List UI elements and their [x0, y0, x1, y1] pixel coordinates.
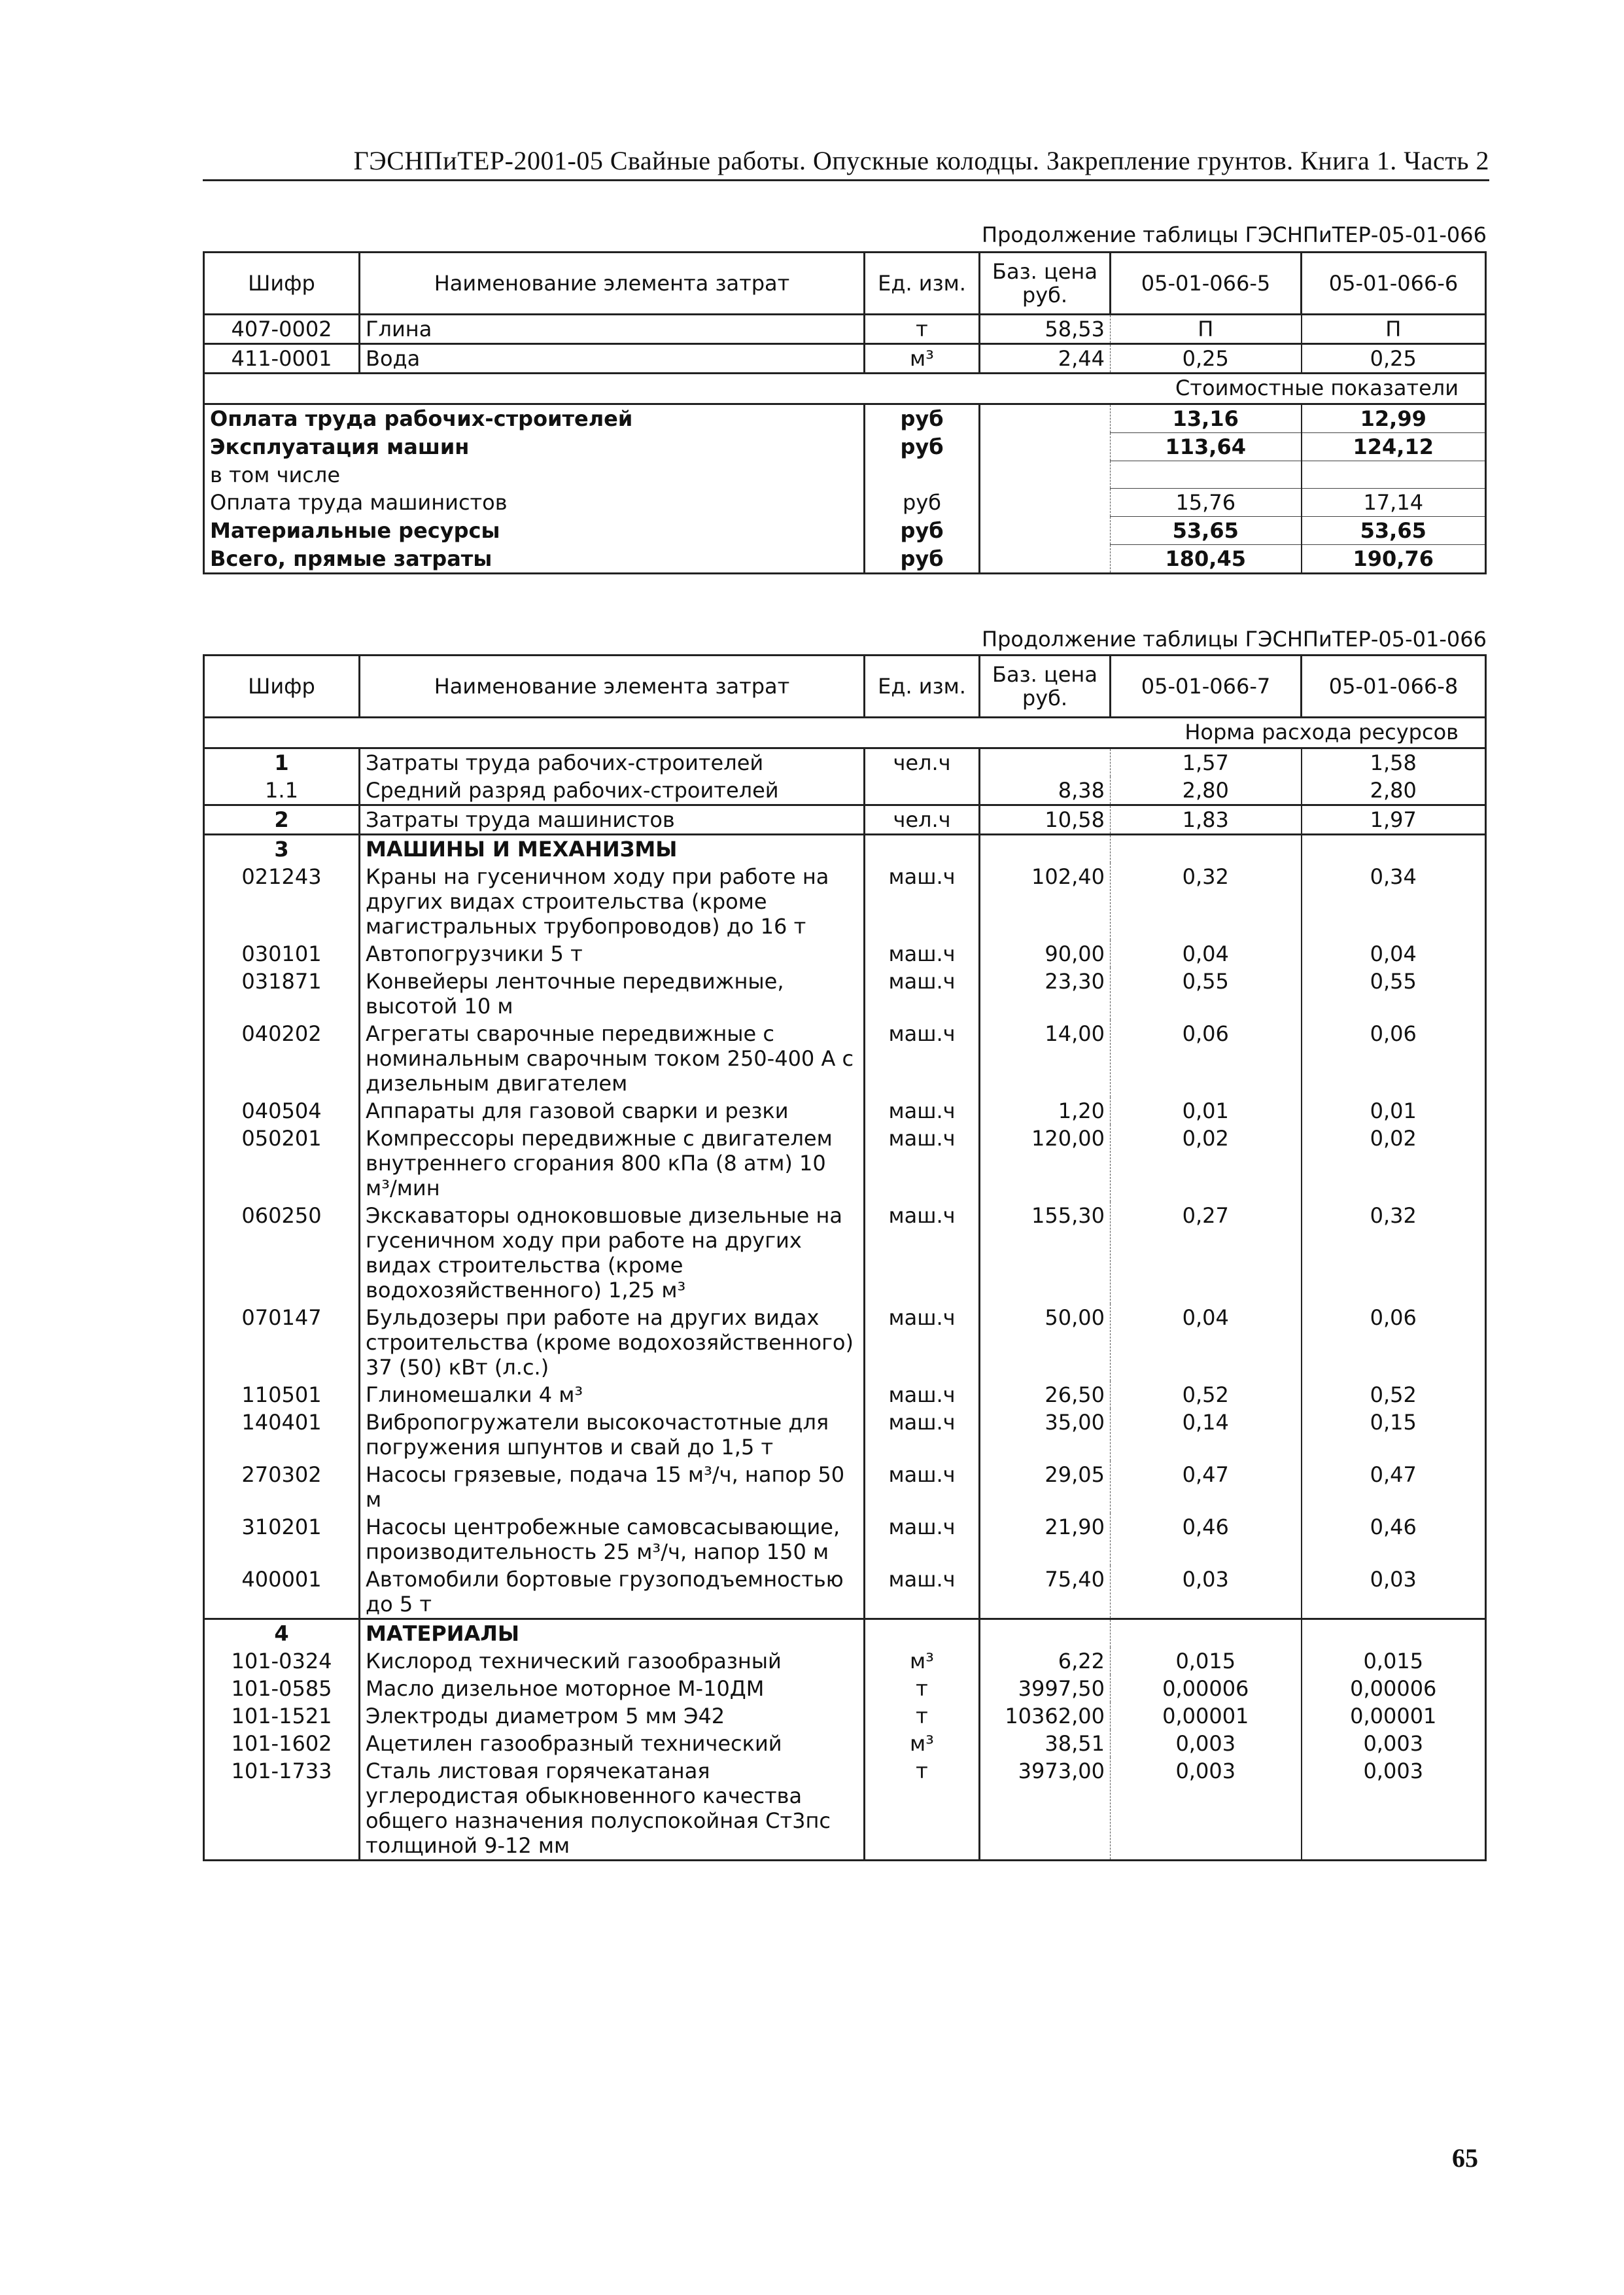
- summary-unit: руб: [865, 489, 980, 517]
- cell-price: 3997,50: [980, 1675, 1111, 1702]
- cell-name: Экскаваторы одноковшовые дизельные на гусеничном ходу при работе на других видах строительства (кроме водохозяйственного) 1,25 м³: [360, 1202, 865, 1304]
- cell-price: 35,00: [980, 1409, 1111, 1461]
- cell-name: Электроды диаметром 5 мм Э42: [360, 1702, 865, 1730]
- cell-unit: м³: [865, 1647, 980, 1675]
- section-band: [204, 718, 1486, 748]
- cell-unit: маш.ч: [865, 1513, 980, 1566]
- cell-unit: маш.ч: [865, 1097, 980, 1125]
- cell-value-1: 0,32: [1182, 864, 1229, 889]
- table-row: [204, 1409, 1486, 1461]
- cell-name: Автомобили бортовые грузоподъемностью до 5 т: [360, 1566, 865, 1619]
- summary-name: Оплата труда машинистов: [204, 489, 865, 517]
- cell-code: 140401: [204, 1409, 360, 1461]
- cell-price: 26,50: [980, 1381, 1111, 1409]
- cell-value-2: 0,34: [1302, 863, 1486, 940]
- col-norm-6: 05-01-066-6: [1302, 253, 1486, 315]
- summary-value-1: 15,76: [1111, 489, 1302, 517]
- summary-unit: руб: [865, 545, 980, 574]
- cell-value-1: 0,02: [1182, 1126, 1229, 1151]
- cell-code: 101-1521: [204, 1702, 360, 1730]
- cell-price: 50,00: [980, 1304, 1111, 1381]
- col-unit: Ед. изм.: [865, 656, 980, 718]
- header-rule: [203, 179, 1489, 181]
- cell-unit: т: [865, 1757, 980, 1861]
- cell-value-2: 1,58: [1302, 748, 1486, 777]
- cell-value-2: [1302, 1619, 1486, 1648]
- cell-name: Насосы центробежные самовсасывающие, производительность 25 м³/ч, напор 150 м: [360, 1513, 865, 1566]
- cell-price: 38,51: [980, 1730, 1111, 1757]
- table-row: [204, 1304, 1486, 1381]
- table-row: [204, 1730, 1486, 1757]
- cell-unit: т: [865, 315, 980, 344]
- cell-value-2: П: [1302, 315, 1486, 344]
- cell-value-1: 0,04: [1182, 941, 1229, 966]
- cell-value-2: 0,47: [1302, 1461, 1486, 1513]
- table-row: [204, 1757, 1486, 1861]
- cell-value-2: 0,15: [1302, 1409, 1486, 1461]
- table-row: [204, 863, 1486, 940]
- cell-value-2: 0,46: [1302, 1513, 1486, 1566]
- cell-value-1: 0,04: [1182, 1305, 1229, 1330]
- cell-code: 030101: [204, 940, 360, 968]
- col-norm-5: 05-01-066-5: [1111, 253, 1302, 315]
- cell-value-1: 2,80: [1182, 778, 1229, 803]
- cell-price: 120,00: [980, 1125, 1111, 1202]
- cell-name: Кислород технический газообразный: [360, 1647, 865, 1675]
- cell-unit: т: [865, 1702, 980, 1730]
- cell-unit: маш.ч: [865, 940, 980, 968]
- cell-value-1: 0,00001: [1162, 1704, 1249, 1728]
- summary-row: [204, 433, 1486, 461]
- col-price: Баз. цена руб.: [980, 253, 1111, 315]
- table-row: [204, 1513, 1486, 1566]
- table-row: [204, 748, 1486, 777]
- cell-value-2: 0,06: [1302, 1304, 1486, 1381]
- cell-name: МАШИНЫ И МЕХАНИЗМЫ: [360, 835, 865, 864]
- cell-code: 031871: [204, 968, 360, 1020]
- cell-price: 10362,00: [980, 1702, 1111, 1730]
- cell-price: 6,22: [980, 1647, 1111, 1675]
- summary-row: [204, 404, 1486, 433]
- cell-value-1: 0,003: [1175, 1731, 1236, 1756]
- cell-value-1: 0,015: [1175, 1649, 1236, 1673]
- cell-name: Вибропогружатели высокочастотные для погружения шпунтов и свай до 1,5 т: [360, 1409, 865, 1461]
- cell-code: 407-0002: [204, 315, 360, 344]
- cell-value-2: 0,32: [1302, 1202, 1486, 1304]
- cell-unit: маш.ч: [865, 1381, 980, 1409]
- cell-value-2: 0,02: [1302, 1125, 1486, 1202]
- table-resources-05-01-066-7-8: [203, 654, 1487, 1861]
- cell-name: Бульдозеры при работе на других видах строительства (кроме водохозяйственного) 37 (50) кВт (л.с.): [360, 1304, 865, 1381]
- cell-value-2: 0,015: [1302, 1647, 1486, 1675]
- cell-value-2: 0,00006: [1302, 1675, 1486, 1702]
- cell-name: Насосы грязевые, подача 15 м³/ч, напор 50 м: [360, 1461, 865, 1513]
- summary-price-empty: [980, 404, 1111, 433]
- cell-value-2: 0,55: [1302, 968, 1486, 1020]
- cell-unit: чел.ч: [865, 748, 980, 777]
- table-row: [204, 805, 1486, 835]
- band-cost-indicators: Стоимостные показатели: [204, 374, 1486, 404]
- cell-price: [980, 748, 1111, 777]
- col-code: Шифр: [204, 656, 360, 718]
- cell-unit: маш.ч: [865, 1461, 980, 1513]
- summary-value-2: 190,76: [1302, 545, 1486, 574]
- cell-price: 29,05: [980, 1461, 1111, 1513]
- cell-value-2: 2,80: [1302, 777, 1486, 805]
- running-header: ГЭСНПиТЕР-2001-05 Свайные работы. Опускные колодцы. Закрепление грунтов. Книга 1. Часть 2: [353, 146, 1489, 175]
- table-row: [204, 835, 1486, 864]
- cell-name: Сталь листовая горячекатаная углеродистая обыкновенного качества общего назначения полуспокойная Ст3пс толщиной 9-12 мм: [360, 1757, 865, 1861]
- table1-header-row: [204, 253, 1486, 315]
- cell-price: 58,53: [980, 315, 1111, 344]
- cell-code: 411-0001: [204, 344, 360, 374]
- summary-unit: руб: [865, 433, 980, 461]
- cell-code: 101-1733: [204, 1757, 360, 1861]
- cell-value-2: 0,03: [1302, 1566, 1486, 1619]
- table-row: [204, 1125, 1486, 1202]
- cell-price: 90,00: [980, 940, 1111, 968]
- cell-price: 10,58: [980, 805, 1111, 835]
- cell-price: 102,40: [980, 863, 1111, 940]
- summary-price-empty: [980, 433, 1111, 461]
- cell-value-1: [1111, 835, 1302, 864]
- cell-unit: маш.ч: [865, 1304, 980, 1381]
- summary-value-1: [1111, 461, 1302, 489]
- summary-value-1: 53,65: [1111, 517, 1302, 545]
- table2-caption: Продолжение таблицы ГЭСНПиТЕР-05-01-066: [982, 627, 1487, 652]
- cell-value-2: 0,01: [1302, 1097, 1486, 1125]
- table2-header-row: [204, 656, 1486, 718]
- cell-unit: маш.ч: [865, 863, 980, 940]
- col-norm-8: 05-01-066-8: [1302, 656, 1486, 718]
- summary-value-2: 124,12: [1302, 433, 1486, 461]
- cell-code: 050201: [204, 1125, 360, 1202]
- table-row: [204, 1020, 1486, 1097]
- summary-value-2: 17,14: [1302, 489, 1486, 517]
- cell-value-1: 0,46: [1182, 1515, 1229, 1539]
- summary-value-1: 13,16: [1172, 406, 1239, 431]
- table-row: [204, 315, 1486, 344]
- cell-unit: маш.ч: [865, 1125, 980, 1202]
- summary-price-empty: [980, 517, 1111, 545]
- cell-unit: [865, 777, 980, 805]
- cell-value-1: [1111, 1619, 1302, 1648]
- summary-name: Всего, прямые затраты: [204, 545, 865, 574]
- summary-value-2: 53,65: [1302, 517, 1486, 545]
- summary-name: Эксплуатация машин: [204, 433, 865, 461]
- cell-value-1: 0,01: [1182, 1098, 1229, 1123]
- cell-value-2: 0,04: [1302, 940, 1486, 968]
- summary-value-2: [1302, 461, 1486, 489]
- cell-value-1: 0,03: [1182, 1567, 1229, 1592]
- cell-price: 1,20: [980, 1097, 1111, 1125]
- cell-code: 110501: [204, 1381, 360, 1409]
- cell-code: 1: [204, 748, 360, 777]
- table-row: [204, 1647, 1486, 1675]
- cell-name: Конвейеры ленточные передвижные, высотой 10 м: [360, 968, 865, 1020]
- cell-code: 1.1: [204, 777, 360, 805]
- table-row: [204, 1566, 1486, 1619]
- cell-name: Аппараты для газовой сварки и резки: [360, 1097, 865, 1125]
- cell-value-1: 0,00006: [1162, 1676, 1249, 1701]
- table-row: [204, 1202, 1486, 1304]
- cell-code: 060250: [204, 1202, 360, 1304]
- cell-price: 23,30: [980, 968, 1111, 1020]
- summary-row: [204, 489, 1486, 517]
- page-number: 65: [1452, 2143, 1478, 2173]
- cell-value-1: 0,25: [1111, 344, 1302, 374]
- cell-value-2: 0,003: [1302, 1757, 1486, 1861]
- cell-name: Затраты труда рабочих-строителей: [360, 748, 865, 777]
- cell-price: 21,90: [980, 1513, 1111, 1566]
- cell-price: 75,40: [980, 1566, 1111, 1619]
- col-name: Наименование элемента затрат: [360, 253, 865, 315]
- cell-value-2: 0,00001: [1302, 1702, 1486, 1730]
- summary-unit: руб: [865, 404, 980, 433]
- cell-code: 3: [204, 835, 360, 864]
- summary-value-1: 180,45: [1111, 545, 1302, 574]
- cell-value-1: 0,003: [1111, 1757, 1302, 1861]
- summary-name: в том числе: [204, 461, 865, 489]
- cell-name: Средний разряд рабочих-строителей: [360, 777, 865, 805]
- cell-name: МАТЕРИАЛЫ: [360, 1619, 865, 1648]
- table-row: [204, 344, 1486, 374]
- cell-price: [980, 1619, 1111, 1648]
- col-norm-7: 05-01-066-7: [1111, 656, 1302, 718]
- summary-value-1: 113,64: [1111, 433, 1302, 461]
- table-row: [204, 1675, 1486, 1702]
- summary-unit: [865, 461, 980, 489]
- cell-value-2: 1,97: [1302, 805, 1486, 835]
- cell-price: 14,00: [980, 1020, 1111, 1097]
- table-row: [204, 1381, 1486, 1409]
- cell-value-2: 0,52: [1302, 1381, 1486, 1409]
- cell-code: 040202: [204, 1020, 360, 1097]
- cell-code: 070147: [204, 1304, 360, 1381]
- cell-unit: [865, 1619, 980, 1648]
- cell-unit: т: [865, 1675, 980, 1702]
- summary-price-empty: [980, 545, 1111, 574]
- summary-name: Материальные ресурсы: [204, 517, 865, 545]
- table-row: [204, 1702, 1486, 1730]
- summary-value-2: 12,99: [1302, 404, 1486, 433]
- summary-price-empty: [980, 461, 1111, 489]
- cell-name: Глиномешалки 4 м³: [360, 1381, 865, 1409]
- cell-value-1: П: [1111, 315, 1302, 344]
- cell-unit: маш.ч: [865, 1020, 980, 1097]
- summary-row: [204, 461, 1486, 489]
- cell-unit: м³: [865, 344, 980, 374]
- table-row: [204, 777, 1486, 805]
- cell-unit: маш.ч: [865, 1566, 980, 1619]
- cell-price: 3973,00: [980, 1757, 1111, 1861]
- cell-value-1: 0,52: [1182, 1382, 1229, 1407]
- cell-name: Масло дизельное моторное М-10ДМ: [360, 1675, 865, 1702]
- cell-code: 400001: [204, 1566, 360, 1619]
- cell-name: Агрегаты сварочные передвижные с номинальным сварочным током 250-400 А с дизельным двигателем: [360, 1020, 865, 1097]
- cell-code: 4: [204, 1619, 360, 1648]
- cell-unit: маш.ч: [865, 1202, 980, 1304]
- table-row: [204, 968, 1486, 1020]
- cell-value-2: 0,003: [1302, 1730, 1486, 1757]
- band-resource-norms: Норма расхода ресурсов: [204, 718, 1486, 748]
- cell-value-1: 0,47: [1182, 1462, 1229, 1487]
- table-row: [204, 1619, 1486, 1648]
- cell-price: 2,44: [980, 344, 1111, 374]
- cell-name: Компрессоры передвижные с двигателем внутреннего сгорания 800 кПа (8 атм) 10 м³/мин: [360, 1125, 865, 1202]
- cell-name: Вода: [360, 344, 865, 374]
- cell-code: 040504: [204, 1097, 360, 1125]
- cell-name: Глина: [360, 315, 865, 344]
- table1-caption: Продолжение таблицы ГЭСНПиТЕР-05-01-066: [982, 222, 1487, 247]
- summary-row: [204, 545, 1486, 574]
- cell-code: 101-0324: [204, 1647, 360, 1675]
- cell-unit: маш.ч: [865, 1409, 980, 1461]
- cell-name: Затраты труда машинистов: [360, 805, 865, 835]
- summary-row: [204, 517, 1486, 545]
- cell-name: Краны на гусеничном ходу при работе на других видах строительства (кроме магистральных трубопроводов) до 16 т: [360, 863, 865, 940]
- col-price: Баз. цена руб.: [980, 656, 1111, 718]
- cell-value-1: 0,06: [1182, 1021, 1229, 1046]
- cell-value-1: 0,27: [1182, 1203, 1229, 1228]
- summary-unit: руб: [865, 517, 980, 545]
- cell-value-2: 0,06: [1302, 1020, 1486, 1097]
- cell-unit: чел.ч: [865, 805, 980, 835]
- cell-name: Автопогрузчики 5 т: [360, 940, 865, 968]
- cell-code: 021243: [204, 863, 360, 940]
- cell-code: 101-1602: [204, 1730, 360, 1757]
- col-code: Шифр: [204, 253, 360, 315]
- cell-code: 101-0585: [204, 1675, 360, 1702]
- table-cost-05-01-066-5-6: [203, 251, 1487, 574]
- cell-unit: м³: [865, 1730, 980, 1757]
- table-row: [204, 1461, 1486, 1513]
- cell-unit: [865, 835, 980, 864]
- cell-price: [980, 835, 1111, 864]
- cell-name: Ацетилен газообразный технический: [360, 1730, 865, 1757]
- cell-price: 8,38: [980, 777, 1111, 805]
- col-unit: Ед. изм.: [865, 253, 980, 315]
- col-name: Наименование элемента затрат: [360, 656, 865, 718]
- summary-price-empty: [980, 489, 1111, 517]
- cell-value-1: 0,55: [1182, 969, 1229, 994]
- cell-value-1: 1,57: [1111, 748, 1302, 777]
- summary-name: Оплата труда рабочих-строителей: [204, 404, 865, 433]
- cell-unit: маш.ч: [865, 968, 980, 1020]
- cell-code: 310201: [204, 1513, 360, 1566]
- section-band: [204, 374, 1486, 404]
- cell-value-2: 0,25: [1302, 344, 1486, 374]
- cell-code: 2: [204, 805, 360, 835]
- table-row: [204, 1097, 1486, 1125]
- table-row: [204, 940, 1486, 968]
- cell-value-1: 1,83: [1111, 805, 1302, 835]
- cell-value-2: [1302, 835, 1486, 864]
- cell-value-1: 0,14: [1182, 1410, 1229, 1435]
- cell-price: 155,30: [980, 1202, 1111, 1304]
- cell-code: 270302: [204, 1461, 360, 1513]
